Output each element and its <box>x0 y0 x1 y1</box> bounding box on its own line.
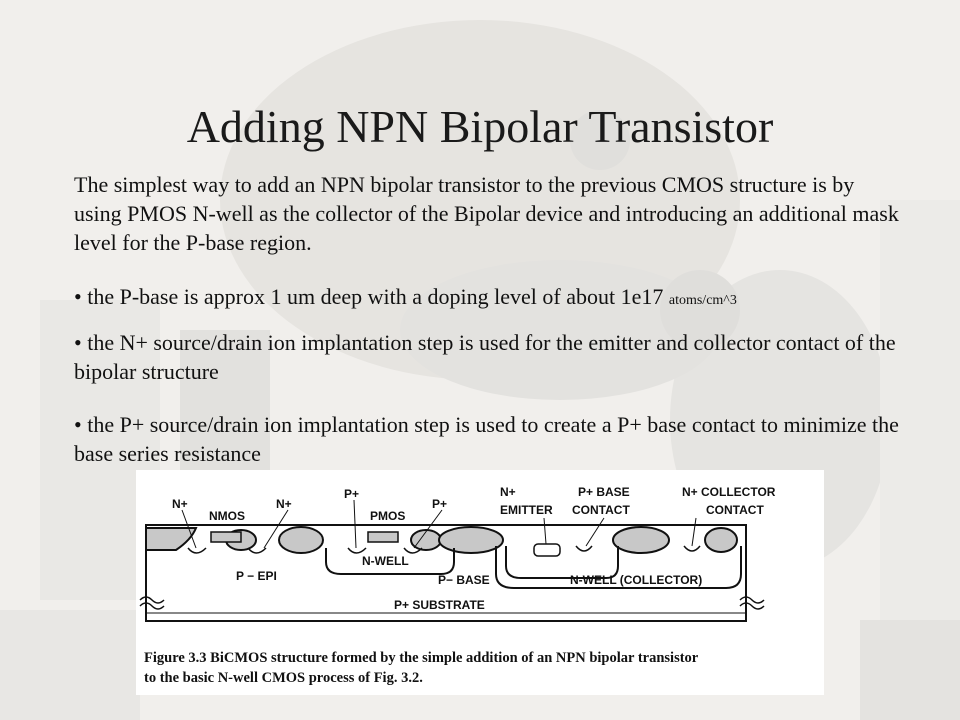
field-oxide-5 <box>439 527 503 553</box>
bicmos-figure <box>136 470 824 695</box>
label-substrate: P+ SUBSTRATE <box>394 598 485 612</box>
pmos-gate <box>368 532 398 542</box>
label-nmos: NMOS <box>209 509 245 523</box>
bullet-pbase-text: • the P-base is approx 1 um deep with a doping level of about 1e17 <box>74 284 669 309</box>
bicmos-cross-section <box>136 470 824 695</box>
label-pplus-2: P+ <box>432 497 448 511</box>
label-pmos: PMOS <box>370 509 406 523</box>
field-oxide-4 <box>411 530 441 550</box>
field-oxide-7 <box>705 528 737 552</box>
label-pplus-1: P+ <box>344 487 360 501</box>
bullet-pbase-unit: atoms/cm^3 <box>668 293 737 308</box>
field-oxide-3 <box>279 527 323 553</box>
bullet-nplus: • the N+ source/drain ion implantation step is used for the emitter and collector contact of the bipolar structure <box>74 330 896 384</box>
label-nwell-collector: N-WELL (COLLECTOR) <box>570 573 703 587</box>
field-oxide-6 <box>613 527 669 553</box>
label-nplus-1: N+ <box>172 497 188 511</box>
bullet-pplus: • the P+ source/drain ion implantation step is used to create a P+ base contact to minimize the base series resistance <box>74 412 899 466</box>
label-contact-2: CONTACT <box>706 503 764 517</box>
emitter-implant <box>534 544 560 556</box>
label-pbase: P− BASE <box>438 573 490 587</box>
bullet-pbase <box>74 282 904 315</box>
label-nplus-collector: N+ COLLECTOR <box>682 485 776 499</box>
label-pepi: P − EPI <box>236 569 277 583</box>
figure-caption-line-2: to the basic N-well CMOS process of Fig. 3.2. <box>144 670 423 686</box>
label-nplus-emitter: N+ <box>500 485 516 499</box>
nmos-gate <box>211 532 241 542</box>
figure-caption-line-1: Figure 3.3 BiCMOS structure formed by the simple addition of an NPN bipolar transistor <box>144 650 699 666</box>
slide-title: Adding NPN Bipolar Transistor <box>186 101 774 152</box>
intro-paragraph: The simplest way to add an NPN bipolar transistor to the previous CMOS structure is by using PMOS N-well as the collector of the Bipolar device and introducing an additional mask level for the P-base region. <box>74 172 899 255</box>
label-contact-1: CONTACT <box>572 503 630 517</box>
label-nwell: N-WELL <box>362 554 409 568</box>
label-nplus-2: N+ <box>276 497 292 511</box>
label-pplus-base: P+ BASE <box>578 485 630 499</box>
label-emitter: EMITTER <box>500 503 553 517</box>
